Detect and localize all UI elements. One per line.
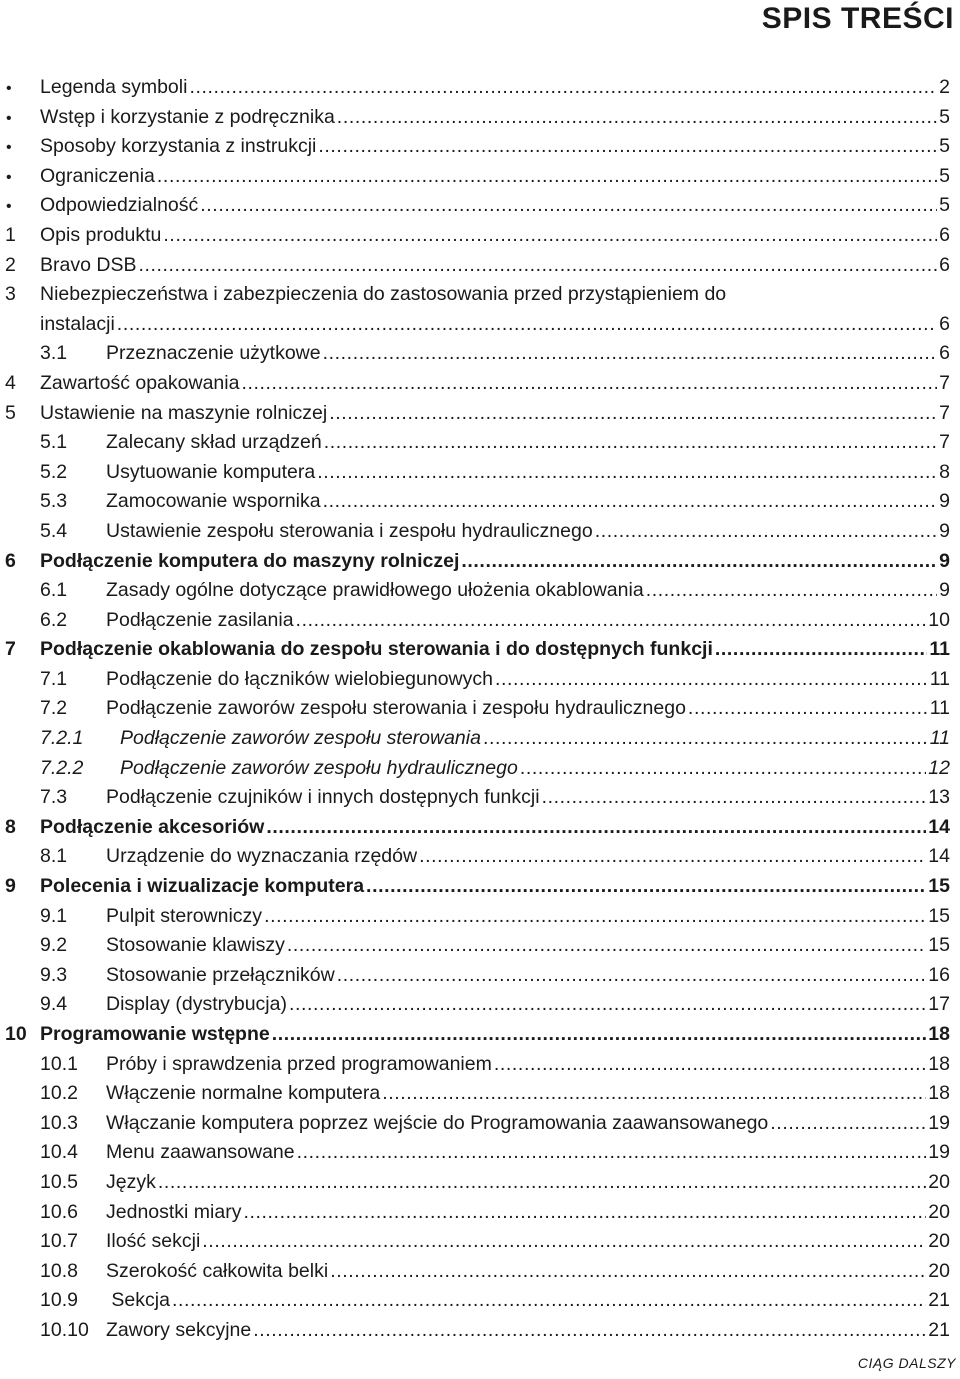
chapter-number: 10	[5, 1023, 27, 1045]
toc-entry[interactable]	[0, 458, 950, 488]
entry-body	[40, 251, 950, 281]
toc-entry[interactable]	[0, 369, 950, 399]
dot-leader	[366, 872, 926, 902]
page-number: 5	[939, 194, 950, 217]
page-number: 9	[939, 549, 950, 572]
dot-leader	[483, 724, 928, 754]
bullet-icon: •	[6, 109, 12, 127]
section-number: 10.10	[40, 1318, 89, 1341]
entry-title: Polecenia i wizualizacje komputera	[40, 875, 365, 898]
bullet-icon: •	[6, 139, 12, 157]
section-number: 9.1	[40, 904, 68, 927]
page-number: 7	[939, 401, 950, 424]
page-number: 15	[928, 875, 950, 898]
entry-title: Zasady ogólne dotyczące prawidłowego ułożenia okablowania	[106, 579, 644, 602]
page-number: 21	[928, 1318, 950, 1341]
section-number: 7.2	[40, 697, 68, 720]
entry-title: Stosowanie przełączników	[106, 963, 335, 986]
entry-body	[40, 754, 950, 784]
entry-body	[40, 635, 950, 665]
section-number: 7.1	[40, 667, 68, 690]
toc-entry[interactable]	[0, 251, 950, 281]
entry-body	[40, 369, 950, 399]
entry-title: Podłączenie zaworów zespołu sterowania	[120, 727, 481, 750]
entry-title: Ilość sekcji	[106, 1230, 201, 1253]
section-number: 7.2.2	[40, 756, 84, 779]
entry-body	[40, 1316, 950, 1346]
entry-title: Niebezpieczeństwa i zabezpieczenia do zastosowania przed przystąpieniem do	[40, 283, 727, 306]
toc-entry[interactable]	[0, 783, 950, 813]
entry-body	[40, 694, 950, 724]
entry-title: Podłączenie okablowania do zespołu sterowania i do dostępnych funkcji	[40, 638, 713, 661]
dot-leader	[243, 1198, 926, 1228]
dot-leader	[495, 665, 928, 695]
entry-body	[40, 399, 950, 429]
toc-entry[interactable]	[0, 547, 950, 577]
page-number: 20	[928, 1259, 950, 1282]
entry-title: Podłączenie do łączników wielobiegunowych	[106, 667, 493, 690]
toc-entry[interactable]	[0, 1227, 950, 1257]
page-number: 9	[939, 579, 950, 602]
entry-title: Język	[106, 1170, 156, 1193]
dot-leader	[337, 961, 927, 991]
dot-leader	[329, 399, 937, 429]
entry-body	[40, 813, 950, 843]
toc-entry[interactable]	[0, 310, 950, 340]
page-number: 11	[929, 697, 950, 720]
entry-title: Jednostki miary	[106, 1200, 242, 1223]
entry-body	[40, 1020, 950, 1050]
page-number: 11	[929, 667, 950, 690]
section-number: 9.3	[40, 963, 68, 986]
page-number: 18	[928, 1023, 950, 1045]
dot-leader	[117, 310, 937, 340]
entry-body	[40, 547, 950, 577]
entry-body	[40, 73, 950, 103]
page-number: 19	[928, 1111, 950, 1134]
bullet-icon: •	[6, 168, 12, 186]
toc-entry[interactable]	[0, 399, 950, 429]
entry-body	[40, 221, 950, 251]
toc-entry[interactable]	[0, 221, 950, 251]
dot-leader	[138, 251, 937, 281]
page-number: 5	[939, 105, 950, 128]
entry-title: Pulpit sterowniczy	[106, 904, 263, 927]
chapter-number: 7	[5, 638, 16, 661]
dot-leader	[494, 1050, 926, 1080]
toc-entry[interactable]	[0, 1138, 950, 1168]
entry-body	[40, 517, 950, 547]
entry-title: Usytuowanie komputera	[106, 460, 316, 483]
entry-title: Ograniczenia	[40, 164, 155, 187]
dot-leader	[323, 339, 938, 369]
dot-leader	[241, 369, 937, 399]
entry-title: Programowanie wstępne	[40, 1023, 270, 1045]
page-number: 7	[939, 431, 950, 454]
toc-entry[interactable]	[0, 931, 950, 961]
table-of-contents	[0, 73, 950, 1346]
entry-title: Odpowiedzialność	[40, 194, 199, 217]
entry-body	[40, 902, 950, 932]
toc-entry[interactable]	[0, 517, 950, 547]
section-number: 3.1	[40, 342, 68, 365]
chapter-number: 3	[5, 283, 16, 306]
entry-body	[40, 191, 950, 221]
section-number: 5.4	[40, 519, 68, 542]
entry-title: Próby i sprawdzenia przed programowaniem	[106, 1052, 492, 1075]
toc-entry[interactable]	[0, 1020, 950, 1050]
page-number: 20	[928, 1200, 950, 1223]
section-number: 10.7	[40, 1230, 78, 1253]
entry-title: Opis produktu	[40, 223, 162, 246]
toc-entry[interactable]	[0, 162, 950, 192]
toc-entry[interactable]	[0, 1079, 950, 1109]
entry-title: Szerokość całkowita belki	[106, 1259, 329, 1282]
dot-leader	[157, 162, 937, 192]
page-number: 5	[939, 164, 950, 187]
toc-entry[interactable]	[0, 1286, 950, 1316]
dot-leader	[253, 1316, 926, 1346]
dot-leader	[163, 221, 937, 251]
dot-leader	[323, 487, 938, 517]
page-number: 18	[928, 1052, 950, 1075]
section-number: 10.1	[40, 1052, 78, 1075]
toc-entry[interactable]	[0, 1109, 950, 1139]
entry-title: Zawory sekcyjne	[106, 1318, 252, 1341]
entry-title: Włączanie komputera poprzez wejście do Programowania zaawansowanego	[106, 1111, 769, 1134]
page-number: 7	[939, 371, 950, 394]
dot-leader	[595, 517, 937, 547]
chapter-number: 2	[5, 253, 16, 276]
dot-leader	[287, 931, 926, 961]
page-number: 14	[928, 815, 950, 838]
dot-leader	[419, 842, 926, 872]
entry-title: Stosowanie klawiszy	[106, 934, 285, 957]
section-number: 6.2	[40, 608, 68, 631]
page-number: 13	[928, 786, 950, 809]
toc-entry[interactable]	[0, 961, 950, 991]
dot-leader	[158, 1168, 926, 1198]
entry-title: Ustawienie zespołu sterowania i zespołu hydraulicznego	[106, 519, 593, 542]
dot-leader	[770, 1109, 926, 1139]
section-number: 10.9	[40, 1289, 78, 1312]
entry-title: Podłączenie komputera do maszyny rolniczej	[40, 549, 460, 572]
page-number: 11	[929, 638, 950, 661]
toc-entry[interactable]	[0, 103, 950, 133]
toc-entry[interactable]	[0, 754, 950, 784]
entry-body	[40, 990, 950, 1020]
toc-entry[interactable]	[0, 635, 950, 665]
chapter-number: 5	[5, 401, 16, 424]
entry-body	[40, 458, 950, 488]
dot-leader	[337, 103, 937, 133]
page-number: 6	[939, 312, 950, 335]
entry-title: Przeznaczenie użytkowe	[106, 342, 321, 365]
entry-body	[40, 280, 950, 310]
dot-leader	[688, 694, 928, 724]
entry-title: instalacji	[40, 312, 115, 335]
entry-body	[40, 1257, 950, 1287]
entry-title: Podłączenie zasilania	[106, 608, 294, 631]
bullet-icon: •	[6, 198, 12, 216]
toc-entry[interactable]	[0, 1198, 950, 1228]
dot-leader	[202, 1227, 926, 1257]
page-number: 9	[939, 490, 950, 513]
page-number: 20	[928, 1170, 950, 1193]
chapter-number: 8	[5, 815, 16, 838]
toc-entry[interactable]	[0, 576, 950, 606]
section-number: 10.8	[40, 1259, 78, 1282]
dot-leader	[324, 428, 937, 458]
entry-title: Podłączenie czujników i innych dostępnych funkcji	[106, 786, 540, 809]
section-number: 7.2.1	[40, 727, 84, 750]
continued-note: CIĄG DALSZY	[857, 1355, 956, 1371]
dot-leader	[382, 1079, 926, 1109]
entry-title: Sposoby korzystania z instrukcji	[40, 135, 317, 158]
section-number: 10.3	[40, 1111, 78, 1134]
page-number: 15	[928, 934, 950, 957]
entry-body	[40, 103, 950, 133]
bullet-icon: •	[6, 80, 12, 97]
toc-entry[interactable]	[0, 665, 950, 695]
page-number: 11	[929, 727, 950, 750]
toc-entry[interactable]	[0, 842, 950, 872]
section-number: 9.2	[40, 934, 68, 957]
entry-body	[40, 842, 950, 872]
entry-body	[40, 310, 950, 340]
page-number: 9	[939, 519, 950, 542]
entry-body	[40, 1050, 950, 1080]
section-number: 5.1	[40, 431, 68, 454]
page-number: 6	[939, 253, 950, 276]
entry-body	[40, 872, 950, 902]
toc-entry[interactable]	[0, 73, 950, 103]
dot-leader	[715, 635, 928, 665]
dot-leader	[542, 783, 927, 813]
entry-body	[40, 487, 950, 517]
page-number: 8	[939, 460, 950, 483]
entry-title: Zawartość opakowania	[40, 371, 240, 394]
entry-body	[40, 428, 950, 458]
entry-body	[40, 1109, 950, 1139]
toc-entry[interactable]	[0, 280, 950, 310]
toc-entry[interactable]	[0, 813, 950, 843]
dot-leader	[520, 754, 926, 784]
toc-entry[interactable]	[0, 990, 950, 1020]
entry-body	[40, 339, 950, 369]
dot-leader	[317, 458, 937, 488]
dot-leader	[461, 547, 937, 577]
entry-title: Wstęp i korzystanie z podręcznika	[40, 105, 335, 128]
dot-leader	[200, 191, 937, 221]
entry-title: Menu zaawansowane	[106, 1141, 295, 1164]
chapter-number: 4	[5, 371, 16, 394]
toc-entry[interactable]	[0, 1050, 950, 1080]
page-number: 17	[928, 993, 950, 1016]
page-number: 2	[939, 76, 950, 98]
toc-entry[interactable]	[0, 132, 950, 162]
section-number: 5.2	[40, 460, 68, 483]
entry-body	[40, 1227, 950, 1257]
entry-body	[40, 162, 950, 192]
entry-body	[40, 1079, 950, 1109]
toc-entry[interactable]	[0, 872, 950, 902]
page-number: 19	[928, 1141, 950, 1164]
toc-entry[interactable]	[0, 694, 950, 724]
page-number: 12	[928, 756, 950, 779]
entry-body	[40, 606, 950, 636]
section-number: 9.4	[40, 993, 68, 1016]
dot-leader	[272, 1020, 927, 1050]
toc-entry[interactable]	[0, 606, 950, 636]
dot-leader	[266, 813, 926, 843]
section-number: 10.5	[40, 1170, 78, 1193]
page-number: 18	[928, 1082, 950, 1105]
section-number: 10.2	[40, 1082, 78, 1105]
toc-entry[interactable]	[0, 1257, 950, 1287]
chapter-number: 9	[5, 875, 16, 898]
entry-title: Sekcja	[106, 1289, 170, 1312]
section-number: 5.3	[40, 490, 68, 513]
section-number: 10.6	[40, 1200, 78, 1223]
dot-leader	[330, 1257, 926, 1287]
toc-entry[interactable]	[0, 428, 950, 458]
entry-title: Włączenie normalne komputera	[106, 1082, 381, 1105]
entry-title: Ustawienie na maszynie rolniczej	[40, 401, 328, 424]
entry-body	[40, 665, 950, 695]
section-number: 6.1	[40, 579, 68, 602]
entry-title: Bravo DSB	[40, 253, 137, 276]
toc-entry[interactable]	[0, 487, 950, 517]
dot-leader	[189, 73, 937, 103]
entry-title: Zamocowanie wspornika	[106, 490, 321, 513]
toc-entry[interactable]	[0, 724, 950, 754]
entry-title: Podłączenie akcesoriów	[40, 815, 265, 838]
dot-leader	[289, 990, 926, 1020]
entry-body	[40, 724, 950, 754]
dot-leader	[172, 1286, 926, 1316]
page-number: 10	[928, 608, 950, 631]
section-number: 8.1	[40, 845, 68, 868]
entry-title: Display (dystrybucja)	[106, 993, 287, 1016]
entry-title: Podłączenie zaworów zespołu hydraulicznego	[120, 756, 518, 779]
entry-title: Legenda symboli	[40, 76, 188, 98]
entry-title: Podłączenie zaworów zespołu sterowania i zespołu hydraulicznego	[106, 697, 686, 720]
section-number: 10.4	[40, 1141, 78, 1164]
entry-body	[40, 931, 950, 961]
toc-entry[interactable]	[0, 339, 950, 369]
dot-leader	[297, 1138, 927, 1168]
page-number: 16	[928, 963, 950, 986]
entry-body	[40, 1198, 950, 1228]
entry-title: Zalecany skład urządzeń	[106, 431, 322, 454]
entry-body	[40, 783, 950, 813]
entry-body	[40, 1168, 950, 1198]
toc-entry[interactable]	[0, 902, 950, 932]
chapter-number: 1	[5, 223, 16, 246]
page-number: 6	[939, 223, 950, 246]
entry-body	[40, 132, 950, 162]
entry-body	[40, 1286, 950, 1316]
section-number: 7.3	[40, 786, 68, 809]
page-number: 14	[928, 845, 950, 868]
chapter-number: 6	[5, 549, 16, 572]
dot-leader	[646, 576, 937, 606]
dot-leader	[318, 132, 937, 162]
entry-body	[40, 576, 950, 606]
page-number: 21	[928, 1289, 950, 1312]
entry-title: Urządzenie do wyznaczania rzędów	[106, 845, 418, 868]
page-number: 20	[928, 1230, 950, 1253]
toc-entry[interactable]	[0, 191, 950, 221]
toc-entry[interactable]	[0, 1316, 950, 1346]
page-title: SPIS TREŚCI	[761, 2, 954, 35]
toc-entry[interactable]	[0, 1168, 950, 1198]
page-number: 15	[928, 904, 950, 927]
dot-leader	[264, 902, 926, 932]
entry-body	[40, 961, 950, 991]
page-number: 5	[939, 135, 950, 158]
dot-leader	[296, 606, 927, 636]
entry-body	[40, 1138, 950, 1168]
page-number: 6	[939, 342, 950, 365]
